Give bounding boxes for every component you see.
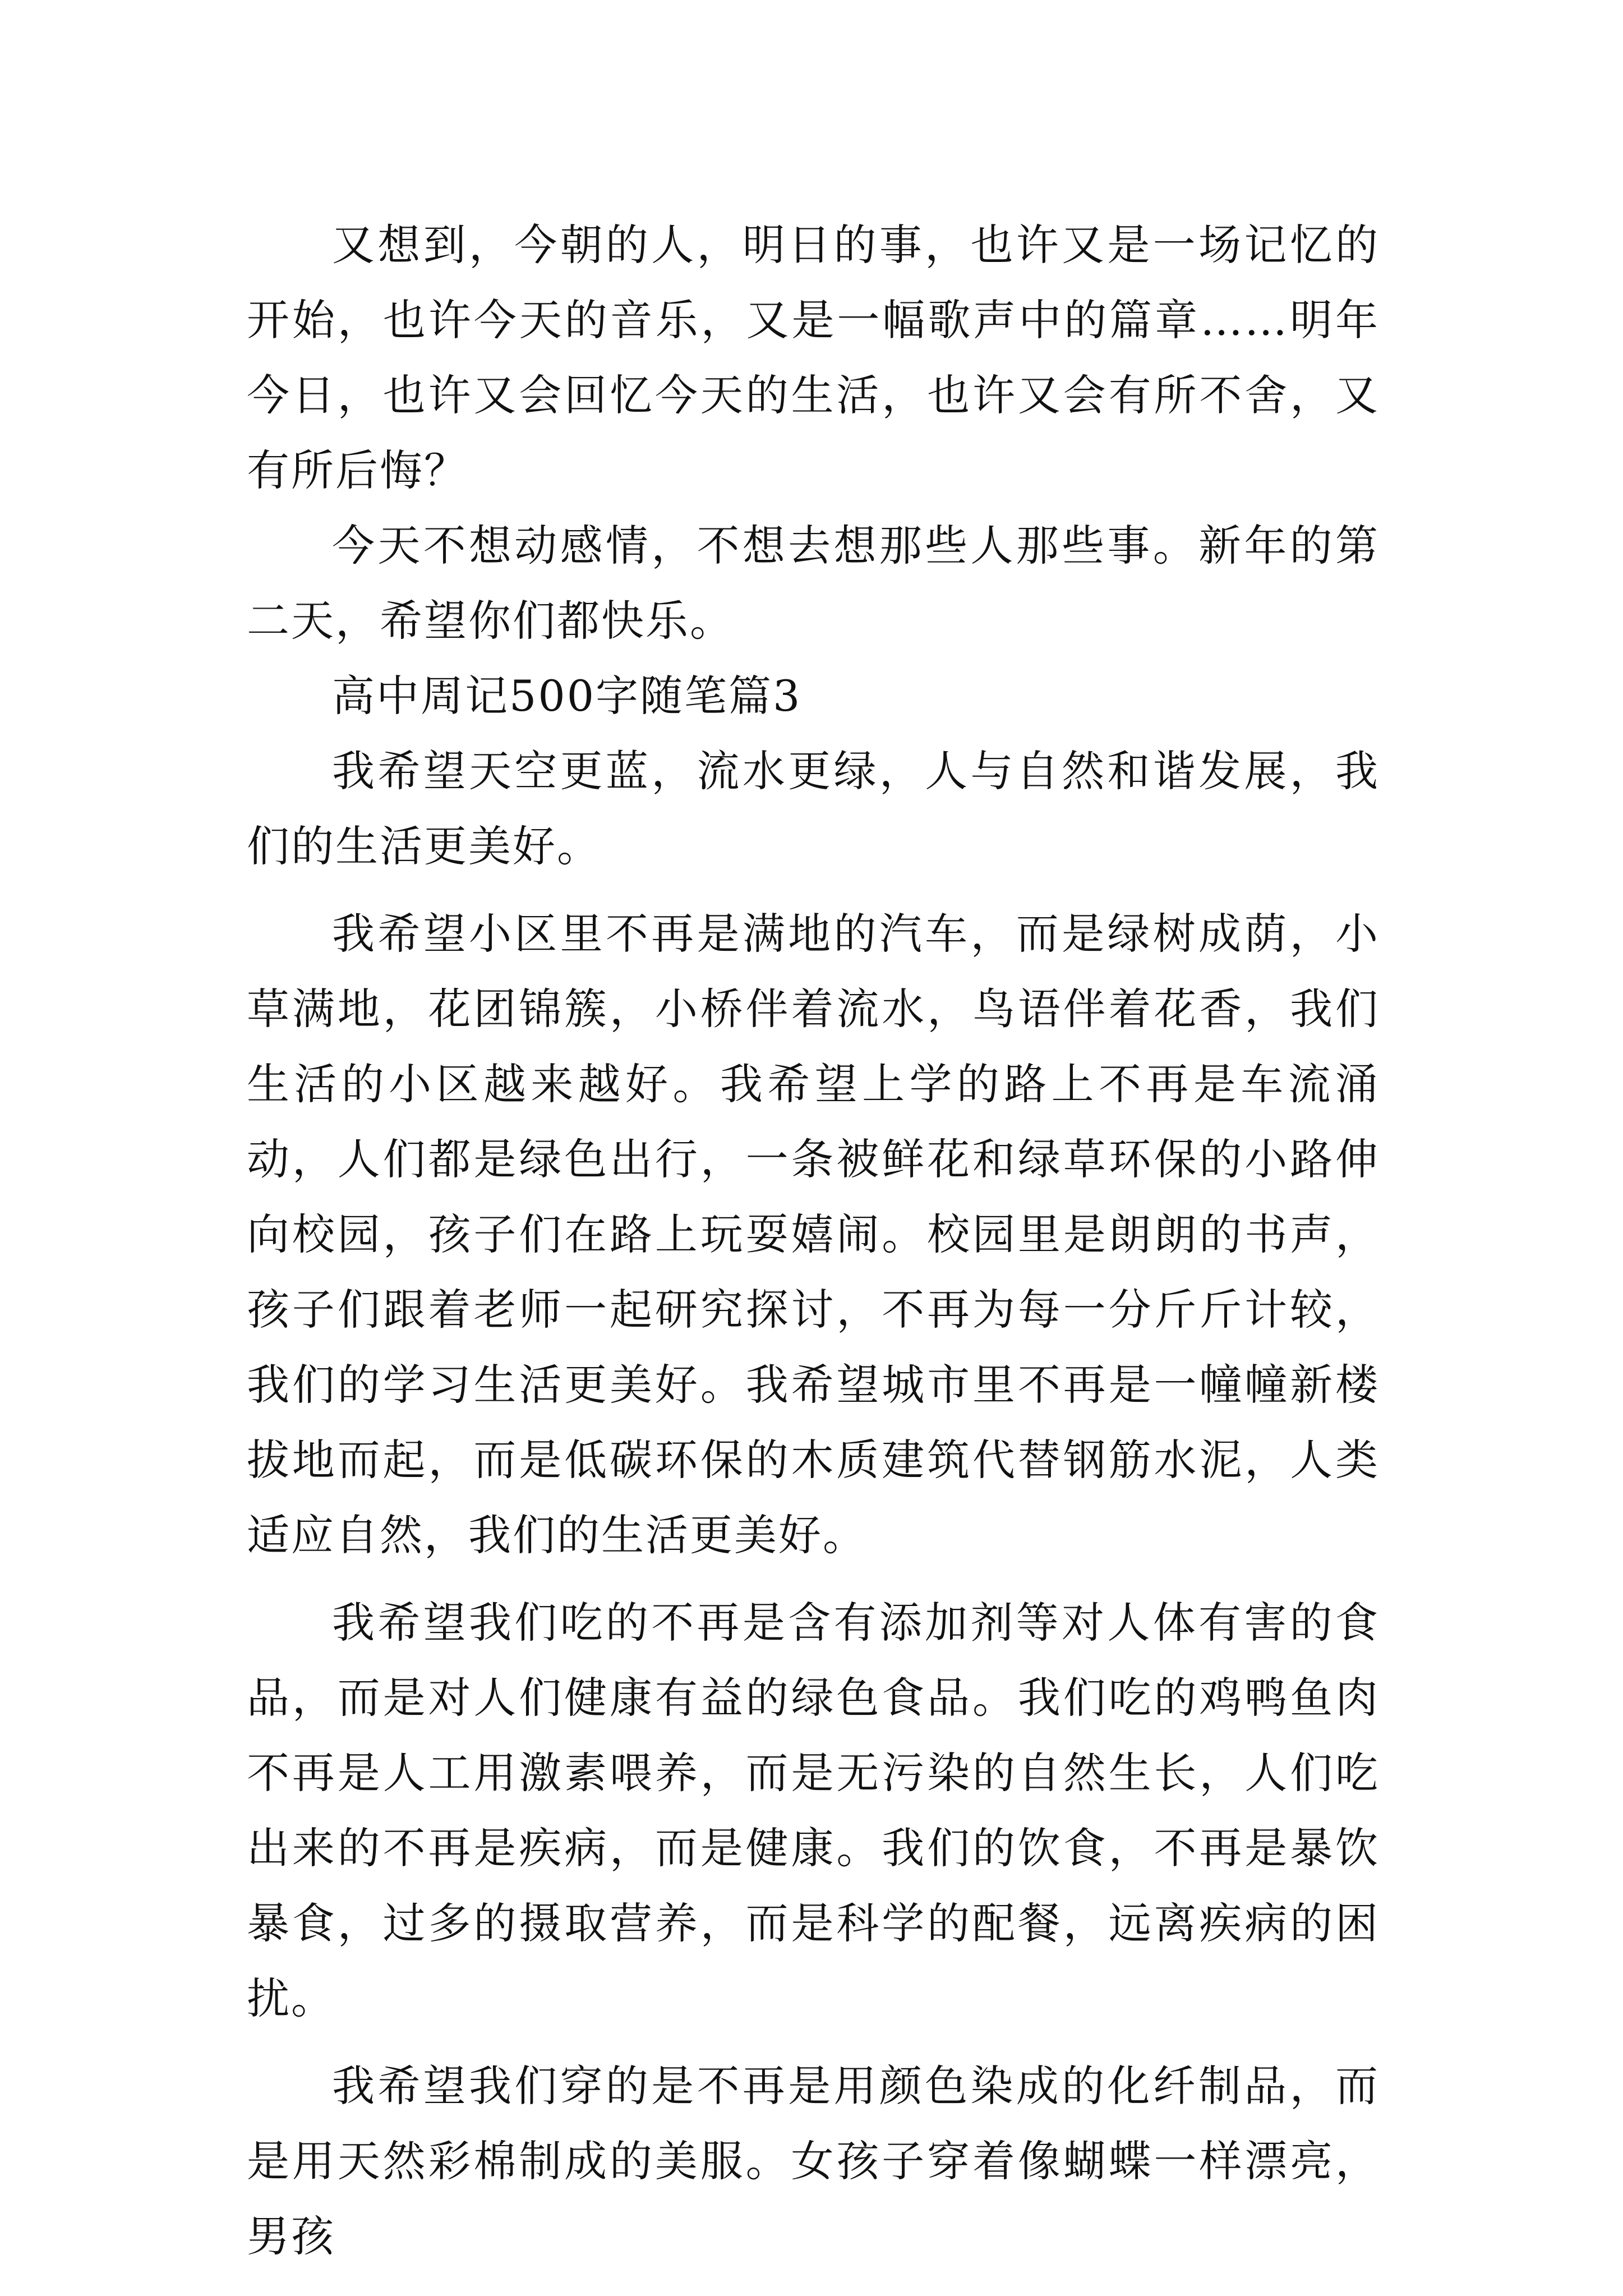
paragraph: 我希望天空更蓝，流水更绿，人与自然和谐发展，我们的生活更美好。 [247,746,1380,871]
paragraph: 今天不想动感情，不想去想那些人那些事。新年的第二天，希望你们都快乐。 [247,521,1380,646]
document-body [247,208,1380,2274]
paragraph: 又想到，今朝的人，明日的事，也许又是一场记忆的开始，也许今天的音乐，又是一幅歌声中的篇章……明年今日，也许又会回忆今天的生活，也许又会有所不舍，又有所后悔？ [247,220,1380,495]
paragraph: 我希望小区里不再是满地的汽车，而是绿树成荫，小草满地，花团锦簇，小桥伴着流水，鸟语伴着花香，我们生活的小区越来越好。我希望上学的路上不再是车流涌动，人们都是绿色出行，一条被鲜花和绿草环保的小路伸向校园，孩子们在路上玩耍嬉闹。校园里是朗朗的书声，孩子们跟着老师一起研究探讨，不再为每一分斤斤计较，我们的学习生活更美好。我希望城市里不再是一幢幢新楼拔地而起，而是低碳环保的木质建筑代替钢筋水泥，人类适应自然，我们的生活更美好。 [247,909,1380,1560]
paragraph: 我希望我们穿的是不再是用颜色染成的化纤制品，而是用天然彩棉制成的美服。女孩子穿着像蝴蝶一样漂亮，男孩 [247,2061,1380,2261]
paragraph: 我希望我们吃的不再是含有添加剂等对人体有害的食品，而是对人们健康有益的绿色食品。我们吃的鸡鸭鱼肉不再是人工用激素喂养，而是无污染的自然生长，人们吃出来的不再是疾病，而是健康。我们的饮食，不再是暴饮暴食，过多的摄取营养，而是科学的配餐，远离疾病的困扰。 [247,1598,1380,2023]
section-heading: 高中周记500字随笔篇3 [332,671,802,721]
